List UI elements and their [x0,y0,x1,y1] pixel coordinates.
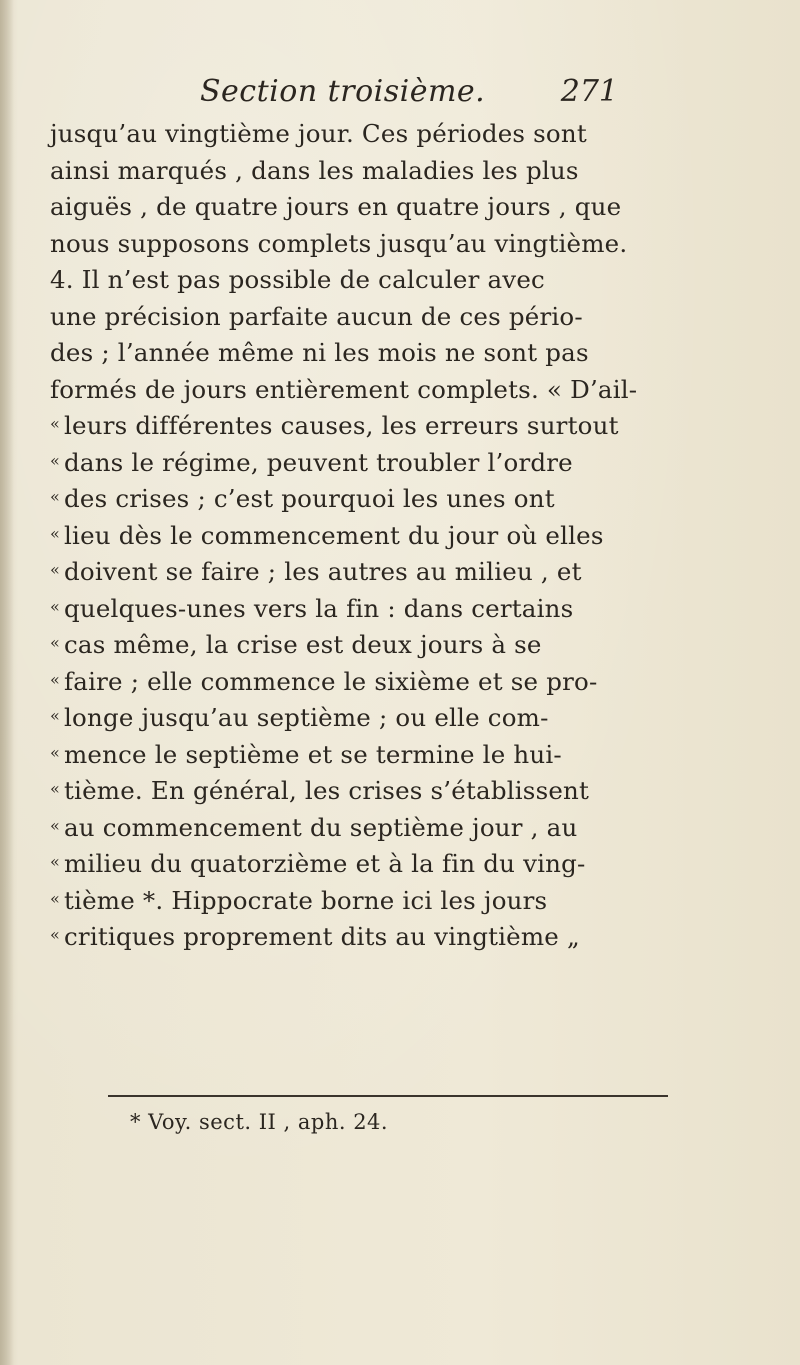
text-line [50,445,750,482]
text-line [50,408,750,445]
line-text: leurs différentes causes, les erreurs surtout [64,411,619,440]
text-line [50,262,750,299]
text-line [50,591,750,628]
text-line [50,481,750,518]
line-text: mence le septième et se termine le hui- [64,739,562,769]
text-line [50,335,750,372]
quote-mark: « [50,742,60,762]
text-line [50,189,750,226]
text-line [50,116,750,153]
quote-mark: « [50,925,60,944]
text-line [50,810,750,847]
quote-mark: « [50,487,60,506]
line-text: doivent se faire ; les autres au milieu , et [64,557,582,586]
text-line [50,883,750,920]
body-text [50,116,750,956]
line-text: formés de jours entièrement complets. « D’ail- [50,374,638,404]
text-line [50,846,750,883]
quote-mark: « [50,523,60,543]
quote-mark: « [50,560,60,579]
line-text: des ; l’année même ni les mois ne sont pas [50,338,589,367]
line-text: dans le régime, peuvent troubler l’ordre [64,447,573,477]
line-text: nous supposons complets jusqu’au vingtième. [50,228,628,258]
text-line [50,372,750,409]
text-line [50,153,750,190]
line-text: faire ; elle commence le sixième et se pro- [64,666,598,696]
quote-mark: « [50,852,60,871]
quote-mark: « [50,414,60,433]
line-text: des crises ; c’est pourquoi les unes ont [64,484,555,513]
line-text: tième. En général, les crises s’établissent [64,776,590,805]
text-line [50,518,750,555]
page-number: 271 [560,74,618,109]
page-header [50,74,750,114]
text-line [50,919,750,956]
quote-mark: « [50,596,60,616]
text-line [50,226,750,263]
line-text: longe jusqu’au septième ; ou elle com- [64,703,549,732]
quote-mark: « [50,779,60,798]
quote-mark: « [50,815,60,835]
quote-mark: « [50,669,60,689]
line-text: ainsi marqués , dans les maladies les plus [50,155,579,185]
line-text: quelques-unes vers la fin : dans certains [64,593,574,623]
line-text: tième *. Hippocrate borne ici les jours [64,885,548,915]
quote-mark: « [50,706,60,725]
quote-mark: « [50,888,60,908]
line-text: au commencement du septième jour , au [64,812,578,842]
text-line [50,554,750,591]
footnote-rule [108,1095,668,1097]
running-head: Section troisième. [200,74,486,109]
text-line [50,700,750,737]
text-line [50,737,750,774]
text-line [50,664,750,701]
line-text: 4. Il n’est pas possible de calculer avec [50,265,545,294]
line-text: milieu du quatorzième et à la fin du ving- [64,849,586,878]
footnote: * Voy. sect. II , aph. 24. [130,1110,389,1134]
line-text: cas même, la crise est deux jours à se [64,630,542,659]
line-text: une précision parfaite aucun de ces pério- [50,301,583,331]
quote-mark: « [50,450,60,470]
line-text: critiques proprement dits au vingtième „ [64,922,580,951]
text-line [50,299,750,336]
line-text: lieu dès le commencement du jour où elles [64,520,604,550]
binding-shadow [0,0,14,1365]
quote-mark: « [50,633,60,652]
line-text: aiguës , de quatre jours en quatre jours , que [50,192,622,221]
text-line [50,773,750,810]
text-line [50,627,750,664]
line-text: jusqu’au vingtième jour. Ces périodes sont [50,119,587,148]
